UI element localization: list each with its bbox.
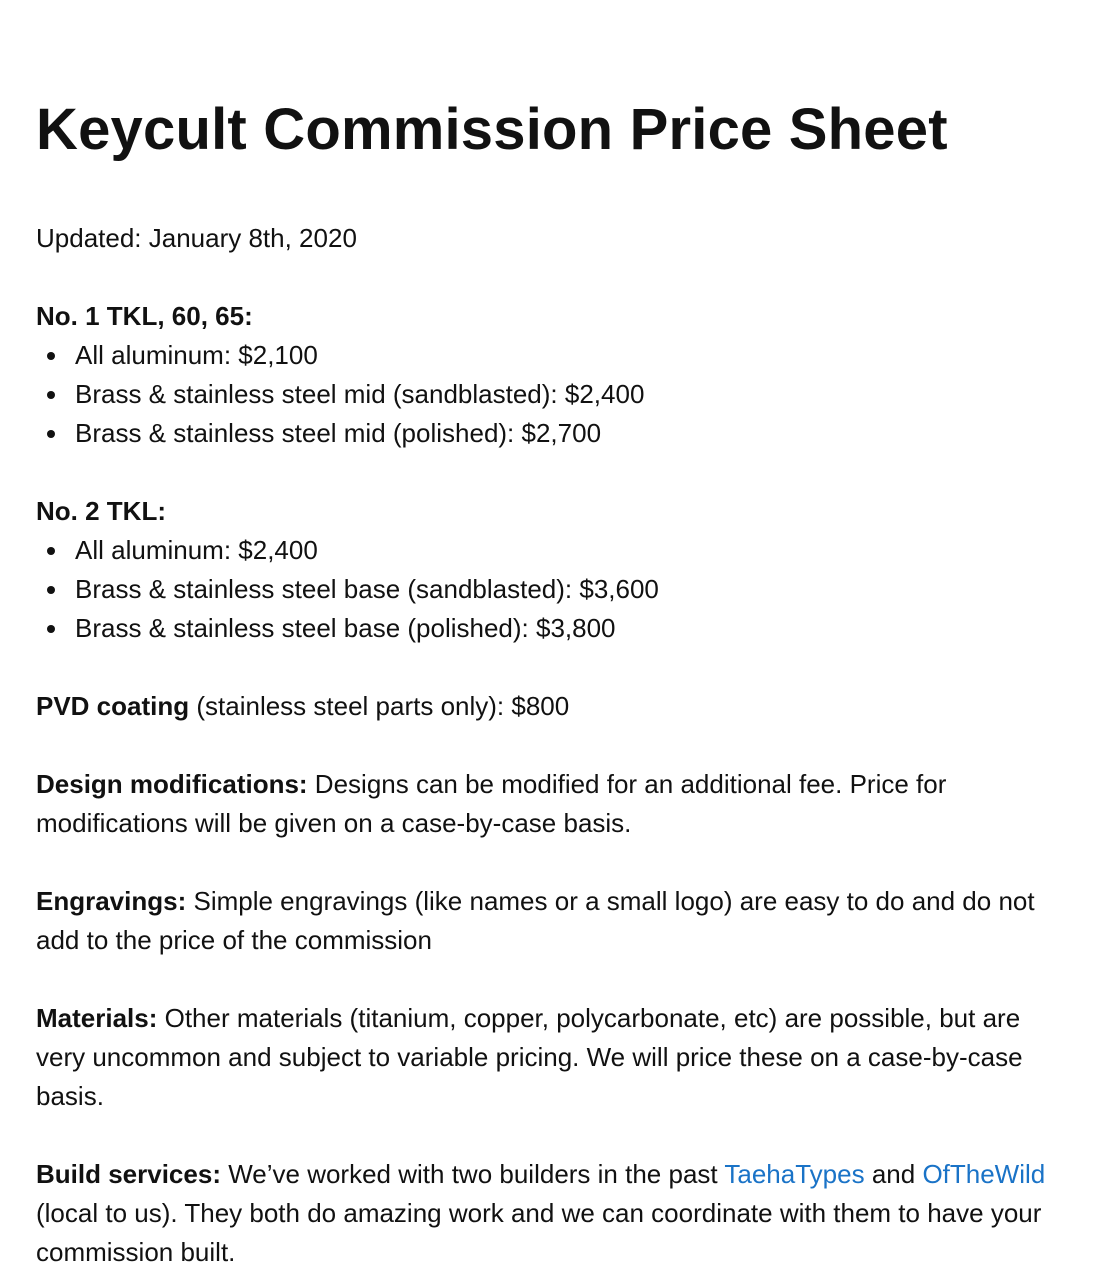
design-label: Design modifications:: [36, 769, 308, 799]
list-item: All aluminum: $2,100: [36, 336, 1069, 375]
engravings-label: Engravings:: [36, 886, 187, 916]
build-text-after: (local to us). They both do amazing work and we can coordinate with them to have your commission built.: [36, 1198, 1042, 1267]
page-title: Keycult Commission Price Sheet: [36, 97, 948, 162]
pvd-coating-paragraph: [36, 687, 1069, 726]
build-services-paragraph: [36, 1155, 1069, 1272]
engravings-text: Simple engravings (like names or a small logo) are easy to do and do not add to the price of the commission: [36, 886, 1035, 955]
list-item: Brass & stainless steel base (sandblasted): $3,600: [36, 570, 1069, 609]
ofthewild-link[interactable]: OfTheWild: [922, 1159, 1046, 1189]
no2-heading: No. 2 TKL:: [36, 496, 166, 526]
no1-price-list: [36, 336, 1069, 453]
design-modifications-paragraph: [36, 765, 1069, 843]
list-item: Brass & stainless steel mid (polished): $2,700: [36, 414, 1069, 453]
list-item: Brass & stainless steel base (polished): $3,800: [36, 609, 1069, 648]
build-text-before: We’ve worked with two builders in the past: [220, 1159, 725, 1189]
build-label: Build services:: [36, 1159, 221, 1189]
pvd-text: (stainless steel parts only): $800: [189, 691, 570, 721]
updated-date: Updated: January 8th, 2020: [36, 223, 357, 253]
no2-price-list: [36, 531, 1069, 648]
design-text: Designs can be modified for an additional fee. Price for modifications will be given on a case-by-case basis.: [36, 769, 947, 838]
materials-paragraph: [36, 999, 1069, 1116]
list-item: Brass & stainless steel mid (sandblasted): $2,400: [36, 375, 1069, 414]
list-item: All aluminum: $2,400: [36, 531, 1069, 570]
build-text-middle: and: [864, 1159, 923, 1189]
no1-section: [36, 297, 1069, 453]
no1-heading: No. 1 TKL, 60, 65:: [36, 301, 253, 331]
engravings-paragraph: [36, 882, 1069, 960]
no2-section: [36, 492, 1069, 648]
materials-text: Other materials (titanium, copper, polycarbonate, etc) are possible, but are very uncommon and subject to variable pricing. We will price these on a case-by-case basis.: [36, 1003, 1023, 1111]
pvd-label: PVD coating: [36, 691, 190, 721]
taehatypes-link[interactable]: TaehaTypes: [724, 1159, 865, 1189]
materials-label: Materials:: [36, 1003, 158, 1033]
